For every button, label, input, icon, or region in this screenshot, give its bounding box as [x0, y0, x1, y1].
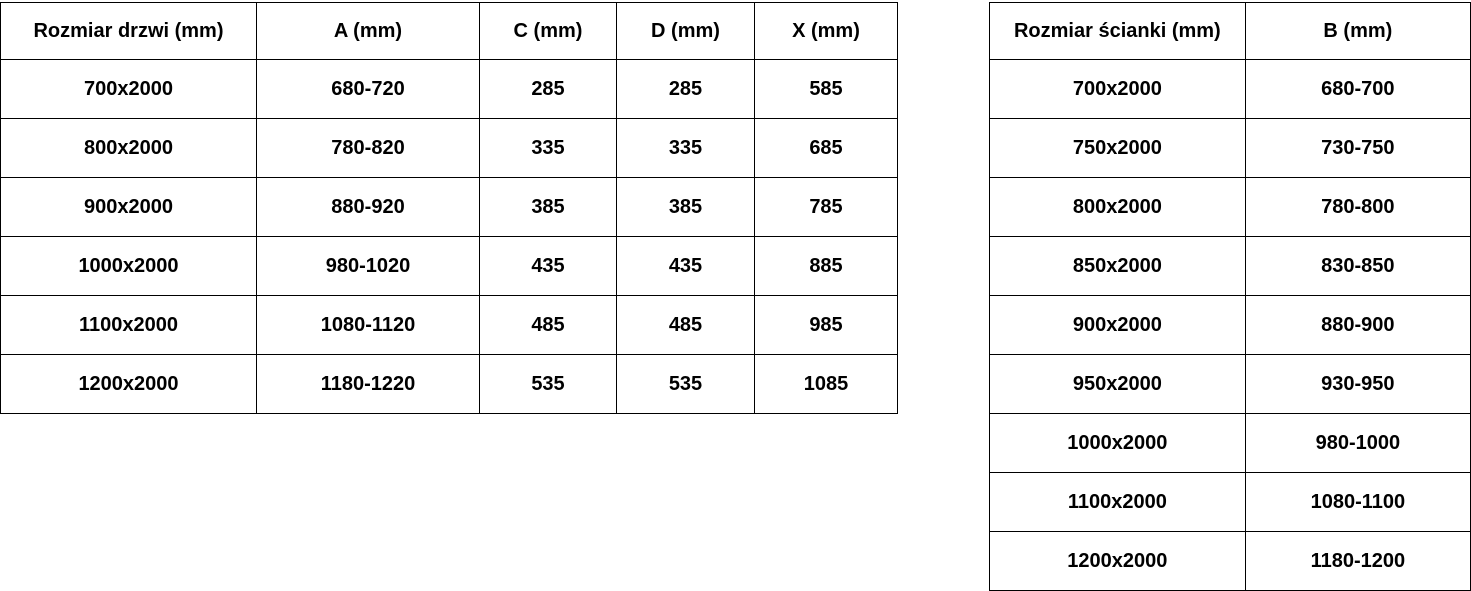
- table-row: [1, 237, 898, 296]
- door-size-table: [0, 2, 898, 414]
- table-cell: 1080-1100: [1245, 473, 1470, 532]
- table-cell: 700x2000: [990, 60, 1246, 119]
- table-cell: 1200x2000: [1, 355, 257, 414]
- table-cell: 1180-1220: [257, 355, 480, 414]
- table-cell: 980-1020: [257, 237, 480, 296]
- table-cell: 1080-1120: [257, 296, 480, 355]
- table-row: [990, 237, 1471, 296]
- table-cell: 535: [617, 355, 755, 414]
- table-cell: 900x2000: [990, 296, 1246, 355]
- table-row: [1, 60, 898, 119]
- table-cell: 950x2000: [990, 355, 1246, 414]
- table-row: [990, 473, 1471, 532]
- table-cell: 285: [480, 60, 617, 119]
- wall-size-table-container: [989, 2, 1471, 591]
- table-cell: 535: [480, 355, 617, 414]
- column-header-a: A (mm): [257, 3, 480, 60]
- table-cell: 750x2000: [990, 119, 1246, 178]
- table-cell: 885: [755, 237, 898, 296]
- table-cell: 1200x2000: [990, 532, 1246, 591]
- table-cell: 335: [480, 119, 617, 178]
- table-cell: 880-920: [257, 178, 480, 237]
- table-cell: 485: [617, 296, 755, 355]
- table-cell: 730-750: [1245, 119, 1470, 178]
- column-header-b: B (mm): [1245, 3, 1470, 60]
- table-cell: 830-850: [1245, 237, 1470, 296]
- table-cell: 785: [755, 178, 898, 237]
- table-cell: 700x2000: [1, 60, 257, 119]
- table-cell: 385: [480, 178, 617, 237]
- table-cell: 1100x2000: [990, 473, 1246, 532]
- table-cell: 585: [755, 60, 898, 119]
- table-cell: 1000x2000: [990, 414, 1246, 473]
- table-row: [990, 532, 1471, 591]
- table-cell: 680-720: [257, 60, 480, 119]
- table-row: [990, 178, 1471, 237]
- table-cell: 900x2000: [1, 178, 257, 237]
- table-row: [1, 178, 898, 237]
- column-header-wall-size: Rozmiar ścianki (mm): [990, 3, 1246, 60]
- table-row: [990, 119, 1471, 178]
- table-cell: 685: [755, 119, 898, 178]
- column-header-x: X (mm): [755, 3, 898, 60]
- table-cell: 335: [617, 119, 755, 178]
- table-row: [990, 296, 1471, 355]
- column-header-c: C (mm): [480, 3, 617, 60]
- table-cell: 385: [617, 178, 755, 237]
- table-row: [990, 414, 1471, 473]
- table-cell: 1000x2000: [1, 237, 257, 296]
- table-cell: 680-700: [1245, 60, 1470, 119]
- table-cell: 485: [480, 296, 617, 355]
- wall-size-table: [989, 2, 1471, 591]
- table-row: [1, 355, 898, 414]
- table-cell: 435: [617, 237, 755, 296]
- table-cell: 780-800: [1245, 178, 1470, 237]
- table-cell: 285: [617, 60, 755, 119]
- table-cell: 930-950: [1245, 355, 1470, 414]
- table-cell: 1100x2000: [1, 296, 257, 355]
- table-cell: 1085: [755, 355, 898, 414]
- table-cell: 850x2000: [990, 237, 1246, 296]
- column-header-d: D (mm): [617, 3, 755, 60]
- table-cell: 1180-1200: [1245, 532, 1470, 591]
- table-cell: 800x2000: [1, 119, 257, 178]
- table-row: [990, 355, 1471, 414]
- table-cell: 800x2000: [990, 178, 1246, 237]
- table-cell: 780-820: [257, 119, 480, 178]
- table-row: [1, 296, 898, 355]
- door-size-table-container: [0, 2, 898, 414]
- table-cell: 980-1000: [1245, 414, 1470, 473]
- table-header-row: [990, 3, 1471, 60]
- table-cell: 985: [755, 296, 898, 355]
- column-header-door-size: Rozmiar drzwi (mm): [1, 3, 257, 60]
- table-row: [1, 119, 898, 178]
- table-cell: 435: [480, 237, 617, 296]
- table-header-row: [1, 3, 898, 60]
- table-row: [990, 60, 1471, 119]
- table-cell: 880-900: [1245, 296, 1470, 355]
